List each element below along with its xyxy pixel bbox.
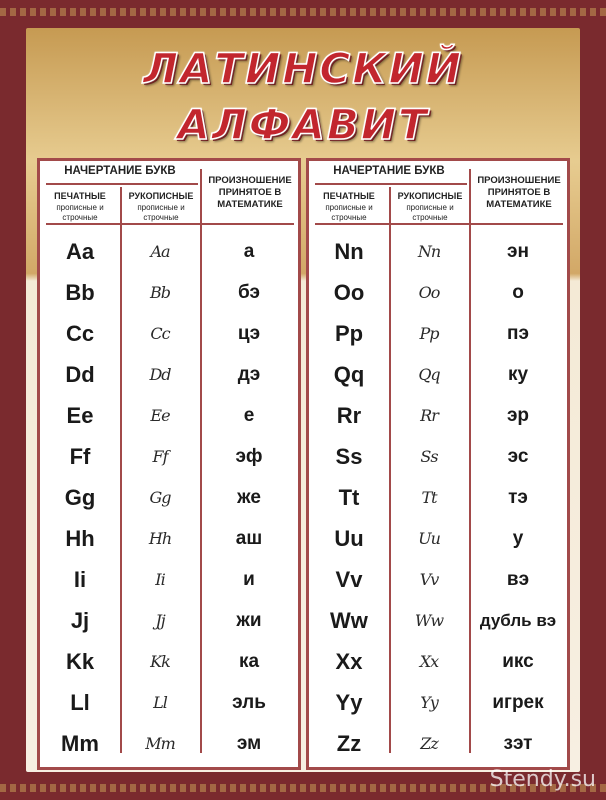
printed-letter: Ff [69, 444, 91, 469]
printed-letter: Bb [65, 280, 95, 305]
handwritten-letter: Ff [152, 447, 168, 466]
printed-letter: Ll [70, 690, 90, 715]
handwritten-letter: Pp [419, 324, 439, 343]
handwritten-letter: Tt [421, 488, 437, 507]
pronunciation: дубль вэ [479, 611, 557, 630]
printed-letter: Xx [335, 649, 363, 674]
handwritten-letter: Rr [420, 406, 438, 425]
letter-row [309, 354, 567, 395]
header-printed-label: ПЕЧАТНЫЕ [54, 191, 106, 201]
title-line-2: АЛФАВИТ [177, 100, 429, 149]
header-printed [309, 191, 389, 223]
pronunciation: эр [506, 405, 530, 426]
printed-letter: Ii [73, 567, 87, 592]
letter-row [40, 477, 298, 518]
handwritten-letter: Vv [419, 570, 439, 589]
printed-letter: Aa [65, 239, 95, 264]
alphabet-table-left [37, 158, 301, 770]
header-handwritten [120, 191, 202, 223]
pronunciation: тэ [508, 487, 528, 508]
pronunciation: вэ [506, 569, 530, 590]
pronunciation: у [512, 528, 524, 549]
title-line-1: ЛАТИНСКИЙ [143, 44, 463, 93]
header-printed-label: ПЕЧАТНЫЕ [323, 191, 375, 201]
pronunciation: е [243, 405, 255, 426]
handwritten-letter: Mm [145, 734, 175, 753]
printed-letter: Yy [335, 690, 363, 715]
header-underline [315, 223, 563, 225]
handwritten-letter: Zz [420, 734, 438, 753]
header-handwritten [389, 191, 471, 223]
printed-letter: Cc [65, 321, 95, 346]
letter-rows-left [40, 231, 298, 764]
printed-letter: Zz [336, 731, 362, 756]
letter-row [309, 436, 567, 477]
printed-letter: Gg [64, 485, 96, 510]
letter-row [309, 272, 567, 313]
pronunciation: эль [232, 692, 266, 713]
header-underline [46, 223, 294, 225]
header-handwritten-label: РУКОПИСНЫЕ [128, 191, 194, 201]
printed-letter: Ww [330, 608, 368, 633]
letter-row [40, 231, 298, 272]
printed-letter: Tt [338, 485, 360, 510]
header-divider [315, 183, 467, 185]
letter-row [309, 313, 567, 354]
header-letter-forms: НАЧЕРТАНИЕ БУКВ [333, 165, 445, 177]
top-ornament-border [0, 8, 606, 16]
header-pronunciation: ПРОИЗНОШЕНИЕ ПРИНЯТОЕ В МАТЕМАТИКЕ [208, 175, 292, 210]
printed-letter: Mm [61, 731, 99, 756]
pronunciation: ку [507, 364, 529, 385]
printed-letter: Hh [65, 526, 95, 551]
pronunciation: бэ [238, 282, 260, 303]
letter-row [309, 682, 567, 723]
letter-row [40, 272, 298, 313]
header-divider [46, 183, 198, 185]
pronunciation: пэ [507, 323, 529, 344]
handwritten-letter: Ll [153, 693, 167, 712]
letter-row [40, 559, 298, 600]
handwritten-letter: Oo [418, 283, 440, 302]
pronunciation: зэт [503, 733, 533, 754]
handwritten-letter: Kk [150, 652, 170, 671]
handwritten-letter: Ii [155, 570, 165, 589]
letter-row [40, 436, 298, 477]
printed-letter: Kk [65, 649, 95, 674]
letter-row [40, 518, 298, 559]
pronunciation: эф [235, 446, 263, 467]
letter-row [309, 723, 567, 764]
pronunciation: эн [507, 241, 529, 262]
handwritten-letter: Cc [150, 324, 170, 343]
letter-rows-right [309, 231, 567, 764]
pronunciation: и [243, 569, 255, 590]
handwritten-letter: Uu [418, 529, 440, 548]
letter-row [40, 354, 298, 395]
pronunciation: ка [238, 651, 260, 672]
header-printed-sub: прописные и строчные [325, 203, 373, 222]
handwritten-letter: Nn [417, 242, 441, 261]
handwritten-letter: Qq [418, 365, 440, 384]
printed-letter: Jj [70, 608, 90, 633]
pronunciation: о [512, 282, 524, 303]
printed-letter: Qq [333, 362, 365, 387]
header-letter-forms: НАЧЕРТАНИЕ БУКВ [64, 165, 176, 177]
printed-letter: Oo [333, 280, 365, 305]
printed-letter: Ee [66, 403, 94, 428]
pronunciation: же [237, 487, 261, 508]
handwritten-letter: Aa [150, 242, 170, 261]
handwritten-letter: Dd [149, 365, 171, 384]
handwritten-letter: Ss [420, 447, 438, 466]
watermark: Stendy.su [489, 767, 596, 792]
header-pronunciation: ПРОИЗНОШЕНИЕ ПРИНЯТОЕ В МАТЕМАТИКЕ [477, 175, 561, 210]
letter-row [40, 723, 298, 764]
alphabet-table-right [306, 158, 570, 770]
header-handwritten-sub: прописные и строчные [137, 203, 185, 222]
handwritten-letter: Gg [149, 488, 171, 507]
handwritten-letter: Ee [150, 406, 170, 425]
letter-row [309, 518, 567, 559]
header-printed [40, 191, 120, 223]
printed-letter: Pp [334, 321, 364, 346]
header-handwritten-label: РУКОПИСНЫЕ [397, 191, 463, 201]
printed-letter: Rr [336, 403, 362, 428]
letter-row [40, 600, 298, 641]
letter-row [309, 231, 567, 272]
pronunciation: а [243, 241, 255, 262]
printed-letter: Dd [65, 362, 95, 387]
pronunciation: дэ [237, 364, 261, 385]
letter-row [309, 395, 567, 436]
pronunciation: цэ [237, 323, 261, 344]
header-handwritten-sub: прописные и строчные [406, 203, 454, 222]
handwritten-letter: Jj [155, 611, 165, 630]
printed-letter: Ss [335, 444, 363, 469]
handwritten-letter: Bb [150, 283, 170, 302]
letter-row [40, 395, 298, 436]
letter-row [309, 559, 567, 600]
letter-row [309, 477, 567, 518]
pronunciation: игрек [492, 692, 544, 713]
printed-letter: Vv [335, 567, 363, 592]
pronunciation: эм [236, 733, 262, 754]
pronunciation: икс [502, 651, 534, 672]
letter-row [309, 641, 567, 682]
letter-row [309, 600, 567, 641]
letter-row [40, 641, 298, 682]
letter-row [40, 313, 298, 354]
pronunciation: жи [236, 610, 262, 631]
handwritten-letter: Ww [414, 611, 444, 630]
header-printed-sub: прописные и строчные [56, 203, 104, 222]
handwritten-letter: Xx [419, 652, 439, 671]
pronunciation: эс [507, 446, 529, 467]
handwritten-letter: Yy [420, 693, 438, 712]
pronunciation: аш [235, 528, 263, 549]
letter-row [40, 682, 298, 723]
handwritten-letter: Hh [148, 529, 172, 548]
printed-letter: Nn [334, 239, 364, 264]
printed-letter: Uu [334, 526, 364, 551]
